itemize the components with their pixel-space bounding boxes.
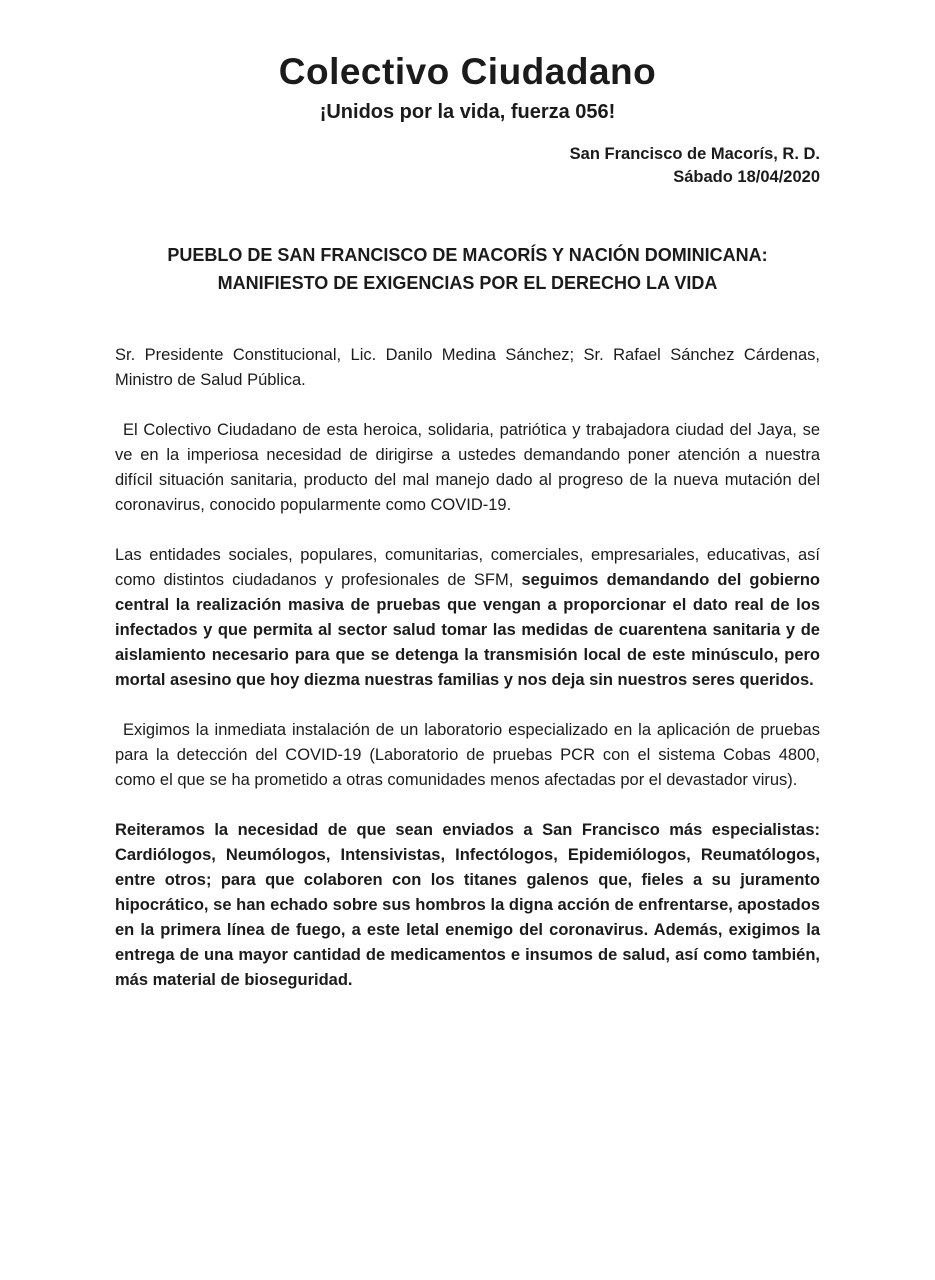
paragraph-entities <box>115 543 820 693</box>
paragraph-salutation: Sr. Presidente Constitucional, Lic. Danilo Medina Sánchez; Sr. Rafael Sánchez Cárdenas, Ministro de Salud Pública. <box>115 346 820 390</box>
paragraph-entities-bold-run: seguimos demandando del gobierno central la realización masiva de pruebas que vengan a proporcionar el dato real de los infectados y que permita al sector salud tomar las medidas de cuarentena sanitaria y de aislamiento necesario para que se detenga la transmisión local de este minúsculo, pero mortal asesino que hoy diezma nuestras familias y nos deja sin nuestros seres queridos. <box>115 571 820 690</box>
dateline-date: Sábado 18/04/2020 <box>673 168 820 187</box>
paragraph-laboratory: Exigimos la inmediata instalación de un laboratorio especializado en la aplicación de pruebas para la detección del COVID-19 (Laboratorio de pruebas PCR con el sistema Cobas 4800, como el que se ha prometido a otras comunidades menos afectadas por el devastador virus). <box>115 721 820 790</box>
paragraph-intro: El Colectivo Ciudadano de esta heroica, solidaria, patriótica y trabajadora ciudad del Jaya, se ve en la imperiosa necesidad de dirigirse a ustedes demandando poner atención a nuestra difícil situación sanitaria, producto del mal manejo dado al progreso de la nueva mutación del coronavirus, conocido popularmente como COVID-19. <box>115 421 820 515</box>
dateline <box>115 143 820 189</box>
document-title: Colectivo Ciudadano <box>278 51 657 92</box>
manifesto-heading <box>115 241 820 297</box>
dateline-place: San Francisco de Macorís, R. D. <box>569 145 820 164</box>
manifesto-heading-line1: PUEBLO DE SAN FRANCISCO DE MACORÍS Y NACIÓN DOMINICANA: <box>167 245 768 266</box>
document-subtitle: ¡Unidos por la vida, fuerza 056! <box>319 101 616 124</box>
manifesto-heading-line2: MANIFIESTO DE EXIGENCIAS POR EL DERECHO LA VIDA <box>217 273 718 294</box>
document-body <box>115 343 820 993</box>
paragraph-specialists: Reiteramos la necesidad de que sean enviados a San Francisco más especialistas: Cardiólogos, Neumólogos, Intensivistas, Infectólogos, Epidemiólogos, Reumatólogos, entre otros; para que colaboren con los titanes galenos que, fieles a su juramento hipocrático, se han echado sobre sus hombros la digna acción de enfrentarse, apostados en la primera línea de fuego, a este letal enemigo del coronavirus. Además, exigimos la entrega de una mayor cantidad de medicamentos e insumos de salud, así como también, más material de bioseguridad. <box>115 821 820 990</box>
paragraph-entities-normal-run: Las entidades sociales, populares, comunitarias, comerciales, empresariales, educativas, así como distintos ciudadanos y profesionales de SFM, <box>115 546 820 590</box>
